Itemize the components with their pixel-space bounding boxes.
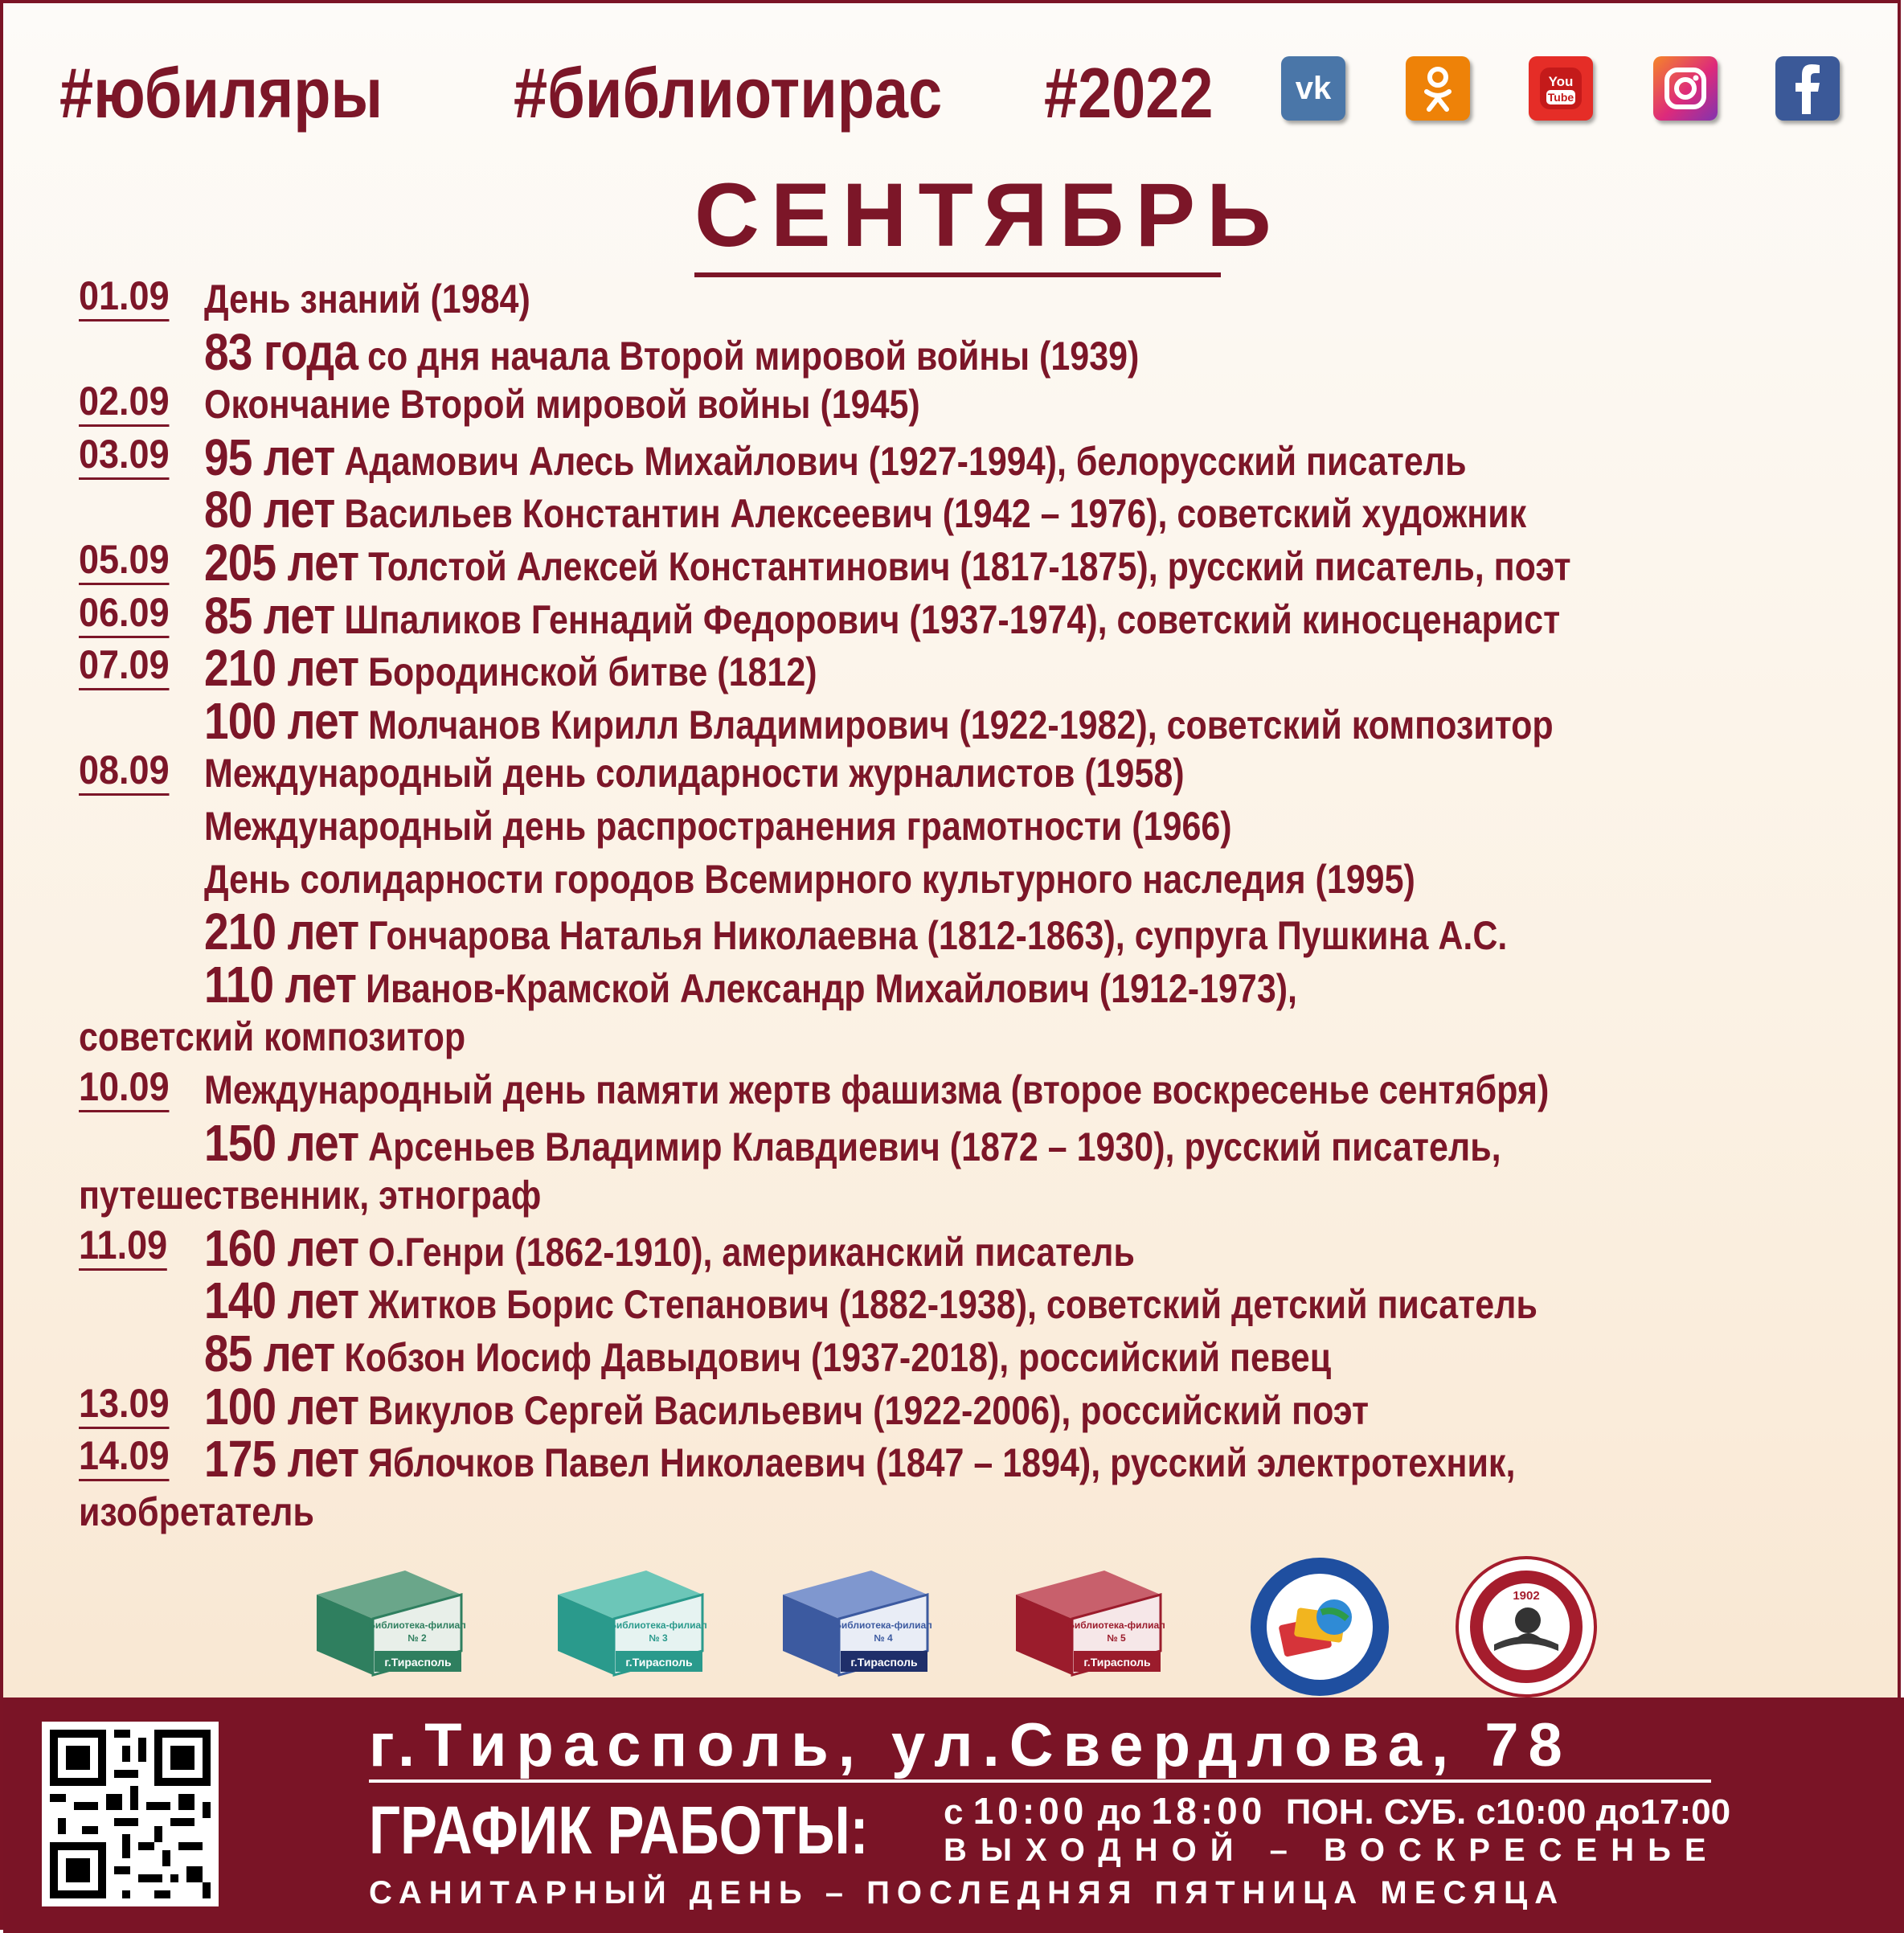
event-text: [204, 536, 1571, 593]
events-list: [3, 272, 1904, 1558]
branch-5-number: № 5: [1107, 1632, 1126, 1644]
event-description: Бородинской битве (1812): [358, 649, 817, 695]
anniversary-years: 100 лет: [204, 1377, 359, 1435]
event-text: [204, 483, 1526, 540]
event-text: [204, 800, 1232, 853]
branch-5-city: г.Тирасполь: [1083, 1656, 1151, 1669]
library-logos: [309, 1562, 1627, 1683]
event-description: Толстой Алексей Константинович (1817-1875), русский писатель, поэт: [358, 544, 1571, 589]
anniversary-years: 100 лет: [204, 691, 359, 750]
event-date: 11.09: [79, 1222, 167, 1271]
branch-2-city: г.Тирасполь: [384, 1656, 452, 1669]
anniversary-years: 85 лет: [204, 586, 335, 645]
event-row: [3, 428, 1904, 486]
hashtag-year[interactable]: #2022: [1044, 53, 1214, 133]
branch-5-logo[interactable]: [1008, 1562, 1169, 1679]
event-text: [204, 691, 1554, 751]
event-text: [204, 853, 1415, 906]
anniversary-years: 110 лет: [204, 955, 357, 1014]
event-date: 01.09: [79, 272, 170, 321]
event-description: О.Генри (1862-1910), американский писатель: [358, 1229, 1135, 1275]
odnoklassniki-icon[interactable]: [1406, 56, 1470, 121]
event-row: [3, 903, 1904, 961]
hours-to: 18:00: [1151, 1790, 1267, 1832]
event-date: 06.09: [79, 589, 170, 638]
event-row: [3, 1010, 1904, 1063]
event-description: День знаний (1984): [204, 276, 530, 321]
event-description: советский композитор: [79, 1014, 466, 1060]
branch-2-number: № 2: [407, 1632, 427, 1644]
event-text: [204, 586, 1561, 646]
footer: [3, 1698, 1904, 1933]
event-text: [204, 641, 817, 698]
event-text: [204, 905, 1507, 962]
month-title: СЕНТЯБРЬ: [694, 168, 1221, 277]
anniversary-years: 175 лет: [204, 1430, 359, 1489]
event-description: Шпаликов Геннадий Федорович (1937-1974), советский киносценарист: [334, 596, 1561, 642]
branch-3-logo[interactable]: [550, 1562, 710, 1679]
branch-4-city: г.Тирасполь: [850, 1656, 918, 1669]
event-description: Международный день солидарности журналистов (1958): [204, 751, 1185, 797]
event-text: [204, 1063, 1549, 1116]
event-description: Иванов-Крамской Александр Михайлович (1912-1973),: [356, 965, 1297, 1011]
event-row: [3, 1113, 1904, 1172]
event-date: 14.09: [79, 1432, 170, 1481]
event-description: Викулов Сергей Васильевич (1922-2006), российский поэт: [358, 1387, 1370, 1433]
event-description: со дня начала Второй мировой войны (1939): [358, 333, 1140, 379]
event-description: Молчанов Кирилл Владимирович (1922-1982), советский композитор: [358, 702, 1554, 747]
anniversary-years: 210 лет: [204, 639, 359, 698]
event-description: Васильев Константин Алексеевич (1942 – 1976), советский художник: [334, 491, 1527, 537]
event-row: [3, 586, 1904, 645]
branch-4-logo[interactable]: [775, 1562, 936, 1679]
event-row: [3, 639, 1904, 698]
youtube-tube-text: Tube: [1547, 91, 1574, 104]
hours-days: ПОН. СУБ.: [1285, 1792, 1467, 1832]
event-description: путешественник, этнограф: [79, 1173, 542, 1218]
event-row: [3, 853, 1904, 906]
event-text: [204, 378, 920, 431]
event-row: [3, 1377, 1904, 1435]
event-row: [3, 1169, 1904, 1222]
branch-2-label: Библиотека-филиал: [368, 1620, 466, 1631]
youtube-icon[interactable]: [1529, 56, 1593, 121]
working-hours: [944, 1789, 1730, 1834]
event-row: [3, 1218, 1904, 1277]
event-row: [3, 322, 1904, 381]
event-text: [79, 1010, 465, 1063]
anniversary-years: 150 лет: [204, 1113, 359, 1172]
event-date: 03.09: [79, 431, 170, 480]
instagram-icon[interactable]: [1653, 56, 1718, 121]
event-description: Гончарова Наталья Николаевна (1812-1863), супруга Пушкина А.С.: [358, 913, 1508, 959]
event-date: 10.09: [79, 1063, 170, 1112]
event-date: 07.09: [79, 641, 170, 690]
anniversary-years: 83 года: [204, 322, 358, 381]
event-row: [3, 800, 1904, 853]
hours2-from-word: с: [1476, 1792, 1496, 1832]
event-text: [204, 1432, 1515, 1489]
branch-3-number: № 3: [649, 1632, 668, 1644]
event-text: [204, 1327, 1331, 1384]
event-description: Кобзон Иосиф Давыдович (1937-2018), российский певец: [334, 1335, 1332, 1380]
event-text: [204, 955, 1297, 1015]
event-text: [204, 747, 1185, 800]
event-text: [204, 1377, 1370, 1437]
facebook-icon[interactable]: [1775, 56, 1840, 121]
event-date: 13.09: [79, 1380, 170, 1429]
schedule-title: ГРАФИК РАБОТЫ:: [369, 1792, 869, 1868]
event-date: 05.09: [79, 536, 170, 585]
sanitary-day-note: САНИТАРНЫЙ ДЕНЬ – ПОСЛЕДНЯЯ ПЯТНИЦА МЕСЯЦА: [369, 1875, 1566, 1910]
event-description: Яблочков Павел Николаевич (1847 – 1894), русский электротехник,: [358, 1440, 1516, 1486]
anniversary-years: 80 лет: [204, 481, 335, 539]
emblem-year: 1902: [1513, 1589, 1540, 1603]
anniversary-years: 205 лет: [204, 534, 359, 592]
event-row: [3, 1327, 1904, 1380]
branch-4-number: № 4: [874, 1632, 893, 1644]
event-row: [3, 691, 1904, 750]
event-description: Международный день распространения грамотности (1966): [204, 804, 1232, 849]
address: г.Тирасполь, ул.Свердлова, 78: [369, 1712, 1711, 1783]
vk-icon[interactable]: [1281, 56, 1345, 121]
branch-3-city: г.Тирасполь: [625, 1656, 693, 1669]
branch-4-label: Библиотека-филиал: [834, 1620, 932, 1631]
event-row: [3, 1272, 1904, 1330]
hours-from-word: с: [944, 1792, 964, 1832]
event-row: [3, 1063, 1904, 1116]
event-row: [3, 955, 1904, 1014]
event-description: изобретатель: [79, 1489, 314, 1534]
event-text: [204, 1218, 1135, 1279]
branch-3-label: Библиотека-филиал: [609, 1620, 707, 1631]
event-text: [204, 1113, 1501, 1173]
event-row: [3, 534, 1904, 592]
hours-to-word: до: [1097, 1792, 1142, 1832]
event-text: [204, 322, 1140, 383]
hours2-to: 17:00: [1640, 1792, 1731, 1832]
event-row: [3, 1430, 1904, 1489]
hours2-from: 10:00: [1495, 1792, 1587, 1832]
event-row: [3, 481, 1904, 539]
event-text: [79, 1485, 314, 1538]
social-links: [1281, 56, 1844, 125]
anniversary-years: 210 лет: [204, 903, 359, 961]
event-text: [204, 272, 530, 326]
youtube-you-text: You: [1548, 74, 1574, 89]
qr-code[interactable]: [42, 1722, 219, 1906]
event-row: [3, 272, 1904, 326]
event-text: [204, 428, 1467, 488]
hashtag-jubilees[interactable]: #юбиляры: [59, 53, 383, 133]
hashtag-bibliotiras[interactable]: #библиотирас: [514, 53, 943, 133]
event-description: Международный день памяти жертв фашизма (второе воскресенье сентября): [204, 1067, 1550, 1112]
event-row: [3, 1485, 1904, 1538]
event-text: [204, 1274, 1538, 1331]
weekend-note: ВЫХОДНОЙ – ВОСКРЕСЕНЬЕ: [944, 1833, 1720, 1868]
anniversary-years: 160 лет: [204, 1218, 359, 1277]
anniversary-years: 85 лет: [204, 1325, 335, 1382]
central-library-emblem[interactable]: [1454, 1554, 1599, 1699]
event-text: [79, 1169, 541, 1222]
svg-text:vk: vk: [1295, 71, 1332, 106]
event-description: Окончание Второй мировой войны (1945): [204, 382, 920, 428]
event-description: Житков Борис Степанович (1882-1938), советский детский писатель: [358, 1282, 1538, 1328]
event-description: Арсеньев Владимир Клавдиевич (1872 – 1930), русский писатель,: [358, 1124, 1501, 1169]
children-library-emblem[interactable]: [1247, 1554, 1392, 1699]
event-row: [3, 747, 1904, 800]
event-date: 08.09: [79, 747, 170, 796]
anniversary-years: 140 лет: [204, 1272, 359, 1330]
branch-5-label: Библиотека-филиал: [1067, 1620, 1165, 1631]
hashtags: [59, 45, 1233, 141]
branch-2-logo[interactable]: [309, 1562, 469, 1679]
event-date: 02.09: [79, 378, 170, 427]
hours-from: 10:00: [972, 1790, 1088, 1832]
hours2-to-word: до: [1595, 1792, 1640, 1832]
event-row: [3, 378, 1904, 431]
event-description: День солидарности городов Всемирного культурного наследия (1995): [204, 856, 1415, 902]
event-description: Адамович Алесь Михайлович (1927-1994), белорусский писатель: [334, 438, 1467, 484]
anniversary-years: 95 лет: [204, 428, 335, 486]
